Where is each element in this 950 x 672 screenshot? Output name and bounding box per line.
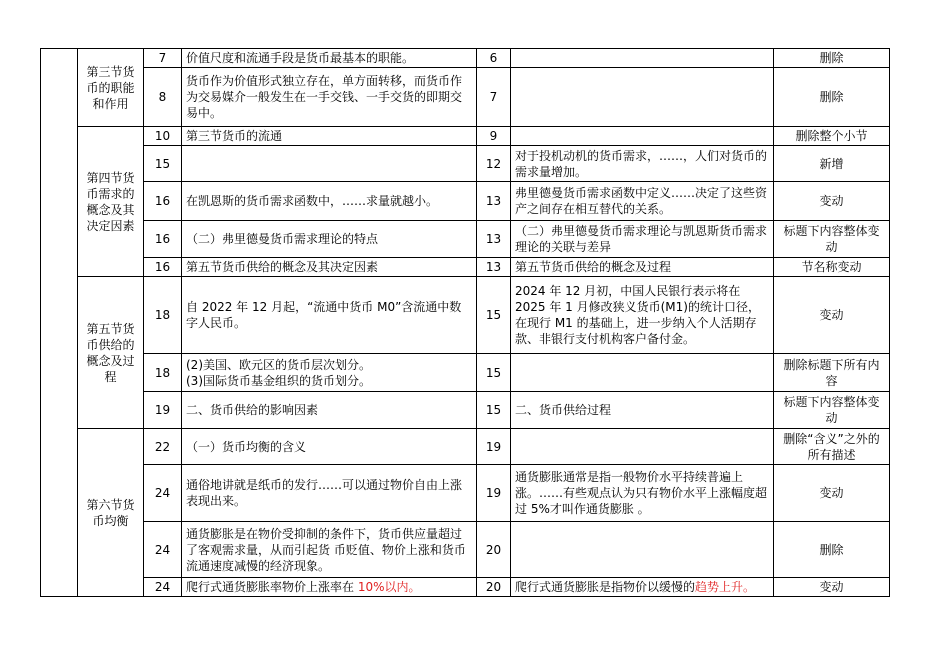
page-new: 13: [477, 182, 511, 221]
change-note: 变动: [774, 578, 890, 597]
section-cell: 第三节货币的职能和作用: [78, 49, 144, 127]
old-content: 价值尺度和流通手段是货币最基本的职能。: [182, 49, 477, 68]
new-content: [511, 354, 774, 392]
old-content-line: (2)美国、欧元区的货币层次划分。: [186, 357, 371, 372]
change-note: 变动: [774, 182, 890, 221]
table-row: [41, 392, 890, 429]
new-content: 弗里德曼货币需求函数中定义……决定了这些资产之间存在相互替代的关系。: [511, 182, 774, 221]
change-note: 新增: [774, 146, 890, 182]
old-content: 通货膨胀是在物价受抑制的条件下，货币供应量超过了客观需求量，从而引起货 币贬值、物价上涨和货币流通速度减慢的经济现象。: [182, 522, 477, 578]
page-old: 24: [144, 578, 182, 597]
change-note: 删除: [774, 68, 890, 127]
table-row: [41, 146, 890, 182]
left-margin-cell: [41, 49, 78, 597]
change-note: 节名称变动: [774, 258, 890, 277]
old-content: [182, 578, 477, 597]
page-new: 13: [477, 221, 511, 258]
old-content: （二）弗里德曼货币需求理论的特点: [182, 221, 477, 258]
page-old: 19: [144, 392, 182, 429]
old-content: [182, 354, 477, 392]
new-content: 二、货币供给过程: [511, 392, 774, 429]
page-old: 18: [144, 354, 182, 392]
page-old: 10: [144, 127, 182, 146]
change-note: 删除“含义”之外的所有描述: [774, 429, 890, 465]
change-note: 删除整个小节: [774, 127, 890, 146]
change-table: [40, 48, 890, 597]
section-cell: 第四节货币需求的概念及其决定因素: [78, 127, 144, 277]
change-note: 变动: [774, 465, 890, 522]
change-note: 标题下内容整体变动: [774, 221, 890, 258]
page-new: 12: [477, 146, 511, 182]
new-content-text: 爬行式通货膨胀是指物价以缓慢的: [515, 580, 696, 594]
change-note: 变动: [774, 277, 890, 354]
section-cell: 第五节货币供给的概念及过程: [78, 277, 144, 429]
page-new: 20: [477, 578, 511, 597]
page-new: 15: [477, 277, 511, 354]
highlight-text: 10%以内。: [357, 580, 421, 594]
page-old: 16: [144, 182, 182, 221]
page-old: 16: [144, 258, 182, 277]
new-content: [511, 429, 774, 465]
old-content: 货币作为价值形式独立存在，单方面转移，而货币作为交易媒介一般发生在一手交钱、一手交货的即期交易中。: [182, 68, 477, 127]
table-row: [41, 127, 890, 146]
page-new: 13: [477, 258, 511, 277]
old-content: 自 2022 年 12 月起，“流通中货币 M0”含流通中数字人民币。: [182, 277, 477, 354]
new-content: 通货膨胀通常是指一般物价水平持续普遍上涨。……有些观点认为只有物价水平上涨幅度超过 5%才叫作通货膨胀 。: [511, 465, 774, 522]
page-old: 16: [144, 221, 182, 258]
page-old: 24: [144, 522, 182, 578]
table-row: [41, 522, 890, 578]
page-new: 15: [477, 354, 511, 392]
page-new: 20: [477, 522, 511, 578]
table-row: [41, 258, 890, 277]
old-content: 第五节货币供给的概念及其决定因素: [182, 258, 477, 277]
old-content: 通俗地讲就是纸币的发行……可以通过物价自由上涨表现出来。: [182, 465, 477, 522]
table-row: [41, 277, 890, 354]
old-content-text: 爬行式通货膨胀率物价上涨率在: [186, 580, 358, 594]
change-note: 删除: [774, 522, 890, 578]
table-row: [41, 221, 890, 258]
page-new: 15: [477, 392, 511, 429]
table-row: [41, 578, 890, 597]
old-content: （一）货币均衡的含义: [182, 429, 477, 465]
page-old: 22: [144, 429, 182, 465]
old-content: [182, 146, 477, 182]
page-new: 9: [477, 127, 511, 146]
table-row: [41, 68, 890, 127]
old-content: 二、货币供给的影响因素: [182, 392, 477, 429]
new-content: [511, 522, 774, 578]
page-old: 24: [144, 465, 182, 522]
table-row: [41, 182, 890, 221]
page-old: 15: [144, 146, 182, 182]
new-content: [511, 68, 774, 127]
page-new: 6: [477, 49, 511, 68]
page-new: 7: [477, 68, 511, 127]
new-content: [511, 578, 774, 597]
new-content: [511, 127, 774, 146]
page-new: 19: [477, 429, 511, 465]
page-new: 19: [477, 465, 511, 522]
new-content: 对于投机动机的货币需求，……，人们对货币的需求量增加。: [511, 146, 774, 182]
change-note: 删除: [774, 49, 890, 68]
highlight-text: 趋势上升。: [695, 580, 756, 594]
page-old: 7: [144, 49, 182, 68]
table-row: [41, 354, 890, 392]
change-note: 标题下内容整体变动: [774, 392, 890, 429]
old-content: 第三节货币的流通: [182, 127, 477, 146]
old-content: 在凯恩斯的货币需求函数中，……求量就越小。: [182, 182, 477, 221]
table-row: [41, 465, 890, 522]
change-note: 删除标题下所有内容: [774, 354, 890, 392]
page-old: 18: [144, 277, 182, 354]
old-content-line: (3)国际货币基金组织的货币划分。: [186, 373, 371, 388]
page-old: 8: [144, 68, 182, 127]
table-row: [41, 429, 890, 465]
new-content: 2024 年 12 月初，中国人民银行表示将在 2025 年 1 月修改狭义货币(M1)的统计口径，在现行 M1 的基础上，进一步纳入个人活期存款、非银行支付机构客户备付金。: [511, 277, 774, 354]
new-content: （二）弗里德曼货币需求理论与凯恩斯货币需求理论的关联与差异: [511, 221, 774, 258]
new-content: 第五节货币供给的概念及过程: [511, 258, 774, 277]
new-content: [511, 49, 774, 68]
section-cell: 第六节货币均衡: [78, 429, 144, 597]
table-row: [41, 49, 890, 68]
